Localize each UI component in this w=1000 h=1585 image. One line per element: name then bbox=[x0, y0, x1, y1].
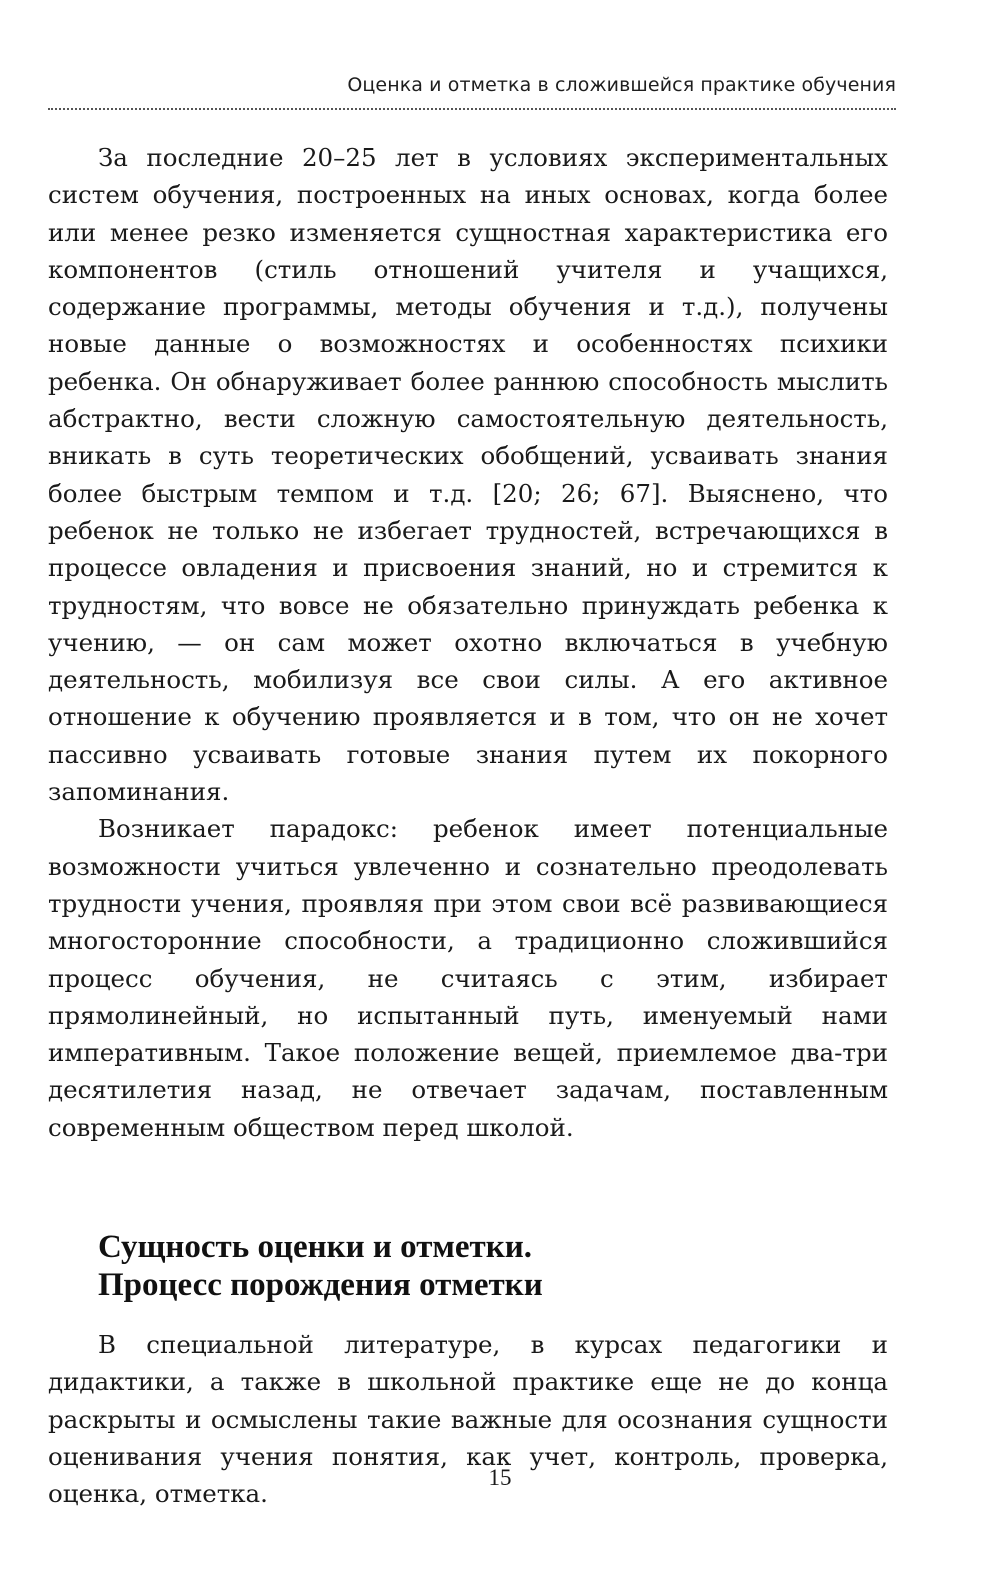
paragraph: Возникает парадокс: ребенок имеет потенциальные возможности учиться увлеченно и сознательно преодолевать трудности учения, проявляя при этом свои всё развивающиеся многосторонние способности, а традиционно сложившийся процесс обучения, не считаясь с этим, избирает прямолинейный, но испытанный путь, именуемый нами императивным. Такое положение вещей, приемлемое два-три десятилетия назад, не отвечает задачам, поставленным современным обществом перед школой. bbox=[48, 814, 888, 1142]
running-head: Оценка и отметка в сложившейся практике обучения bbox=[347, 74, 896, 96]
paragraph: За последние 20–25 лет в условиях экспериментальных систем обучения, построенных на иных основах, когда более или менее резко изменяется сущностная характеристика его компонентов (стиль отношений учителя и учащихся, содержание программы, методы обучения и т.д.), получены новые данные о возможностях и особенностях психики ребенка. Он обнаруживает более раннюю способность мыслить абстрактно, вести сложную самостоятельную деятельность, вникать в суть теоретических обобщений, усваивать знания более быстрым темпом и т.д. [20; 26; 67]. Выяснено, что ребенок не только не избегает трудностей, встречающихся в процессе овладения и присвоения знаний, но и стремится к трудностям, что вовсе не обязательно принуждать ребенка к учению, — он сам может охотно включаться в учебную деятельность, мобилизуя все свои силы. А его активное отношение к обучению проявляется и в том, что он не хочет пассивно усваивать готовые знания путем их покорного запоминания. bbox=[48, 143, 888, 807]
page-number: 15 bbox=[488, 1465, 512, 1490]
section-heading-line: Процесс порождения отметки bbox=[98, 1267, 543, 1303]
paragraph: В специальной литературе, в курсах педагогики и дидактики, а также в школьной практике еще не до конца раскрыты и осмыслены такие важные для осознания сущности оценивания учения понятия, как учет, контроль, проверка, оценка, отметка. bbox=[48, 1330, 888, 1509]
header-dotted-rule bbox=[48, 108, 896, 110]
section-heading bbox=[98, 1228, 888, 1304]
section-heading-line: Сущность оценки и отметки. bbox=[98, 1229, 533, 1265]
body-text-block bbox=[48, 139, 888, 1146]
